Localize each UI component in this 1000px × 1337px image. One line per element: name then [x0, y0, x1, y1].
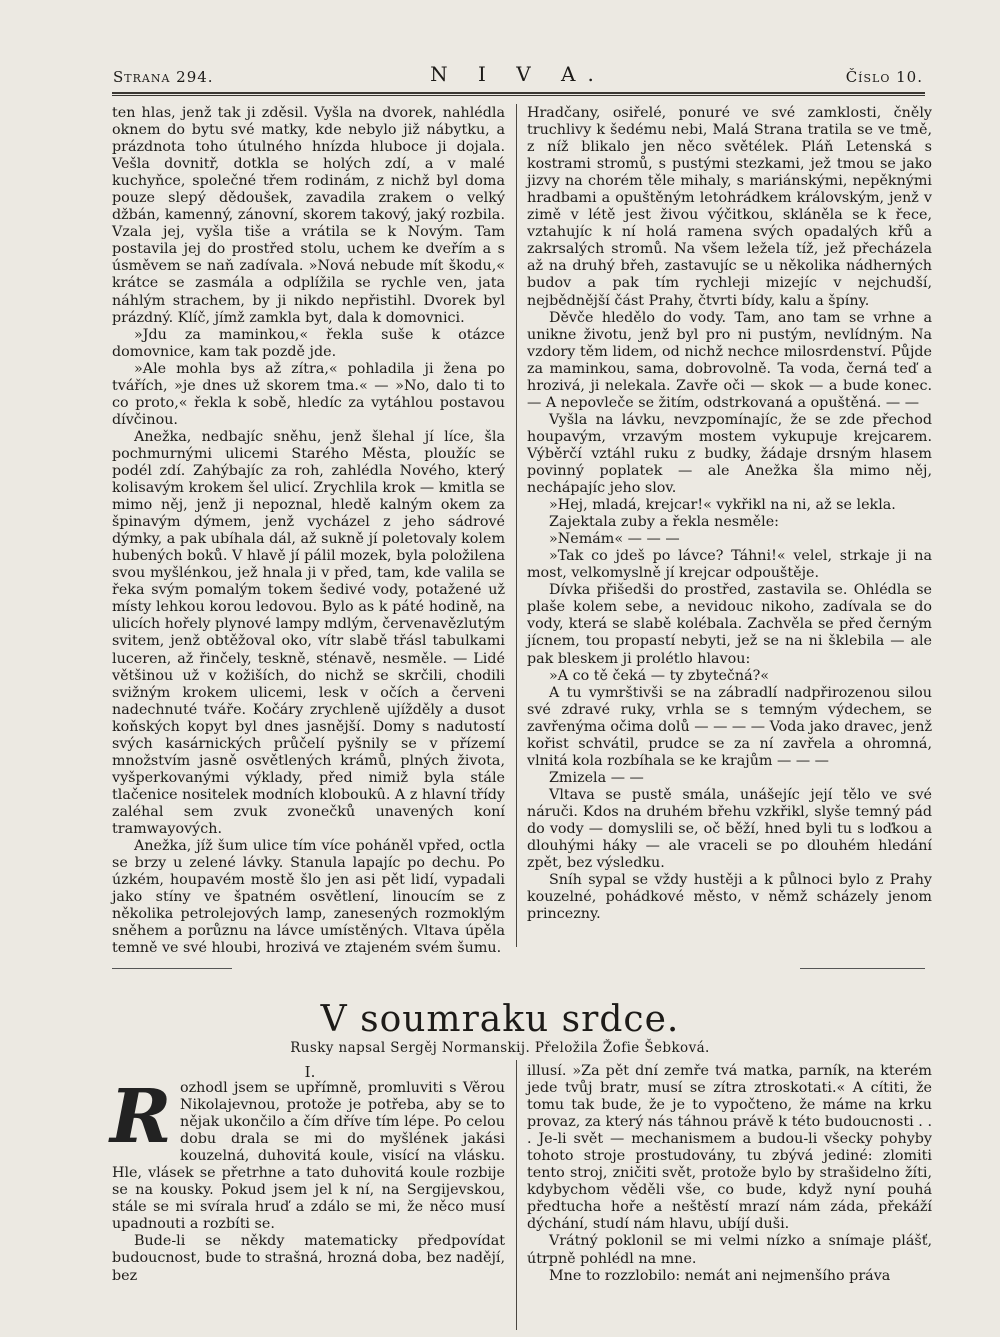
paragraph	[110, 1074, 505, 1233]
paragraph: Dívka přišedši do prostřed, zastavila se. Ohlédla se plaše kolem sebe, a nevidouc nikoho, zadívala se do vody, která se slabě kolébala. Zachvěla se před černým jícnem, tou propastí nebyti, jež se na ni šklebila — ale pak bleskem ji prolétlo hlavou:	[527, 582, 932, 667]
header-rule	[112, 92, 925, 94]
paragraph: »Nemám« — — —	[549, 531, 680, 548]
paragraph: Vltava se pustě smála, unášejíc její tělo ve své náruči. Kdos na druhém břehu vzkřikl, slyše temný pád do vody — domyslili se, oč běží, hned byli tu s loďkou a dlouhými háky — ale vraceli se po dlouhém hledání zpět, bez výsledku.	[527, 786, 932, 872]
paragraph: »Ale mohla bys až zítra,« pohladila ji žena po tvářích, »je dnes už skorem tma.« — »No, dalo ti to co proto,« řekla k sobě, hledíc za vytáhlou postavou dívčinou.	[112, 360, 505, 428]
article-title: V soumraku srdce.	[320, 999, 680, 1040]
page-header	[113, 62, 923, 90]
paragraph: Sníh sypal se vždy hustěji a k půlnoci bylo z Prahy kouzelné, pohádkové město, v němž scházely jenom princezny.	[527, 872, 932, 923]
page-number: Strana 294.	[113, 68, 214, 86]
column-divider	[516, 104, 517, 947]
article-column-left	[110, 1074, 505, 1285]
paragraph: Mne to rozzlobilo: nemát ani nejmenšího práva	[549, 1267, 891, 1284]
paragraph: A tu vymrštivši se na zábradlí nadpřirozenou silou své zdravé ruky, vrhla se s temným výdechem, se zavřenýma očima dolů — — — — Voda jako dravec, jenž kořist schvátil, prudce se za ní zavřela a ohromná, vlnitá kola rozbíhala se ke krajům — — —	[527, 684, 932, 769]
section-number: I.	[304, 1063, 316, 1081]
column-divider	[516, 1060, 517, 1330]
paragraph: »A co tě čeká — ty zbytečná?«	[549, 667, 770, 684]
story-end-rule	[800, 968, 925, 969]
paragraph: Vyšla na lávku, nevzpomínajíc, že se zde přechod houpavým, vrzavým mostem vykupuje krejcarem. Výběrčí vztáhl ruku z budky, žádaje drsným hlasem povinný poplatek — ale Anežka šla mimo něj, nechápajíc jeho slov.	[527, 411, 932, 497]
paragraph: »Hej, mladá, krejcar!« vykřikl na ni, až se lekla.	[549, 497, 896, 514]
paragraph: illusí. »Za pět dní zemře tvá matka, parník, na kterém jede tvůj bratr, musí se zítra ztroskotati.« A cítiti, že tomu tak bude, že je to vypočteno, že máme na krku provaz, za který nás táhnou právě k této budoucnosti . . . Je-li svět — mechanismem a budou-li všecky pohyby tohoto stroje prostudovány, tu zbývá jediné: zlomiti tento stroj, zničiti svět, protože bylo by strašidelno žíti, kdybychom věděli vše, co bude, když nyní pouhá předtucha hoře a neštěstí mrazí nám záda, překáží dýchání, studí nám hlavu, ubíjí duši.	[527, 1063, 932, 1233]
paragraph: Vrátný poklonil se mi velmi nízko a snímaje plášť, útrpně pohlédl na mne.	[527, 1233, 932, 1267]
journal-title: N I V A.	[430, 62, 606, 86]
article-column-right	[527, 1063, 932, 1285]
text-column-right	[527, 105, 932, 923]
paragraph: Anežka, jíž šum ulice tím více poháněl vpřed, octla se brzy u zelené lávky. Stanula lapajíc po dechu. Po úzkém, houpavém mostě šlo jen asi pět lidí, vypadali jako stíny ve špatném osvětlení, linoucím se z několika petrolejových lamp, zanesených rozmoklým sněhem a porůznu na lávce umístěných. Vltava úpěla temně ve své hloubi, hrozivá ve ztajeném svém šumu.	[112, 838, 505, 957]
paragraph: Zajektala zuby a řekla nesměle:	[549, 514, 779, 531]
paragraph: »Tak co jdeš po lávce? Táhni!« velel, strkaje ji na most, velkomyslně jí krejcar odpouštěje.	[527, 548, 932, 582]
paragraph: Anežka, nedbajíc sněhu, jenž šlehal jí líce, šla pochmurnými ulicemi Starého Města, ploužíc se podél zdí. Zahýbajíc za roh, zahlédla Nového, který kolisavým krokem šel ulicí. Zrychlila krok — kmitla se mimo něj, jenž ji nepoznal, hledě kalným okem za špinavým dýmem, jenž vycházel z jeho sádrové dýmky, a pak ubíhala dál, až sukně jí poletovaly kolem hubených boků. V hlavě jí pálil mozek, byla položilena svou myšlénkou, jež hnala ji v před, tam, kde valila se řeka svým pomalým tokem šedivé vody, potažené už místy lehkou korou ledovou. Bylo as k páté hodině, na ulicích hořely plynové lampy mdlým, červenavězlutým svitem, jenž obtěžoval oko, vítr slabě třásl tabulkami luceren, až řinčely, teskně, sténavě, nesměle. — Lidé většinou už v kožiších, do nichž se skrčili, chodili svižným krokem ulicemi, lesk v očích a červeni nadechnuté tváře. Kočáry zrychleně ujížděly a dusot koňských kopyt byl dnes jasnější. Domy s nadutostí svých kasárnických průčelí pyšnily se v přízemí množstvím jasně osvětlených krámů, plných života, vyšperkovanými výklady, před nimiž byla stále tlačenice nositelek modních kloboukû. A z hlavní třídy zaléhal sem zvuk zvonečků unavených koní tramwayových.	[112, 428, 505, 837]
story-end-rule	[112, 968, 232, 969]
header-rule-thin	[112, 95, 925, 96]
paragraph-text: ozhodl jsem se upřímně, promluviti s Věrou Nikolajevnou, protože je potřeba, aby se to nějak ukončilo a čím dříve tím lépe. Po celou dobu drala se mi do myšlének jakási kouzelná, duhovitá koule, visící na vlásku. Hle, vlásek se přetrhne a tato duhovitá koule rozbije se na kousky. Pokud jsem jel k ní, na Sergijevskou, stále se mi svírala hruď a zdálo se mi, že něco musí upadnouti a rozbíti se.	[112, 1080, 505, 1233]
issue-number: Číslo 10.	[845, 68, 923, 86]
paragraph: Hradčany, osiřelé, ponuré ve své zamklosti, čněly truchlivy k šedému nebi, Malá Strana tratila se ve tmě, z níž blikalo jen něco světélek. Pláň Letenská s kostrami stromů, s pustými stezkami, jež tmou se jako jizvy na chorém těle mihaly, s mariánskými, nepěknými hradbami a opuštěným letohrádkem královským, jenž v zimě v létě jest živou výčitkou, skláněla se k řece, vztahujíc k ní holá ramena svých opadalých křů a zakrsalých stromů. Na všem ležela tíž, jež přecházela až na druhý břeh, zastavujíc se u několika nádherných budov a pak tím rychleji mizejíc v nejchudší, nejbědnější část Prahy, čtvrti bídy, kalu a špíny.	[527, 105, 932, 309]
paragraph: »Jdu za maminkou,« řekla suše k otázce domovnice, kam tak pozdě jde.	[112, 326, 505, 360]
article-byline: Rusky napsal Sergěj Normanskij. Přeložila Žofie Šebková.	[290, 1040, 710, 1056]
text-column-left	[112, 105, 505, 957]
dropcap-initial: R	[110, 1074, 172, 1160]
paragraph: ten hlas, jenž tak ji zděsil. Vyšla na dvorek, nahlédla oknem do bytu své matky, kde nebylo již nábytku, a prázdnota toho útulného hnízda hluboce ji dojala. Vešla dovnitř, dotkla se holých zdí, a v malé kuchyňce, společné třem rodinám, z nichž byl doma pouze slepý dědoušek, zavadila zrakem o velký džbán, kamenný, zánovní, skorem takový, jaký rozbila. Vzala jej, vyšla tiše a vrátila se k Novým. Tam postavila jej do prostřed stolu, uchem ke dveřím a s úsměvem se naň zadívala. »Nová nebude mít škodu,« krátce se zasmála a odplížila se rychle ven, jata náhlým strachem, by ji nikdo nepřistihl. Dvorek byl prázdný. Klíč, jímž zamkla byt, dala k domovnici.	[112, 105, 505, 326]
paragraph: Děvče hledělo do vody. Tam, ano tam se vrhne a unikne životu, jenž byl pro ni pustým, nevlídným. Na vzdory těm lidem, od nichž nechce milosrdenství. Půjde za maminkou, sama, dobrovolně. Ta voda, černá teď a hrozivá, ji nelekala. Zavře oči — skok — a bude konec. — A nepovleče se žitím, odstrkovaná a opuštěná. — —	[527, 309, 932, 411]
paragraph: Bude-li se někdy matematicky předpovídat budoucnost, bude to strašná, hrozná doba, bez nadějí, bez	[112, 1233, 505, 1284]
paragraph: Zmizela — —	[549, 769, 644, 786]
